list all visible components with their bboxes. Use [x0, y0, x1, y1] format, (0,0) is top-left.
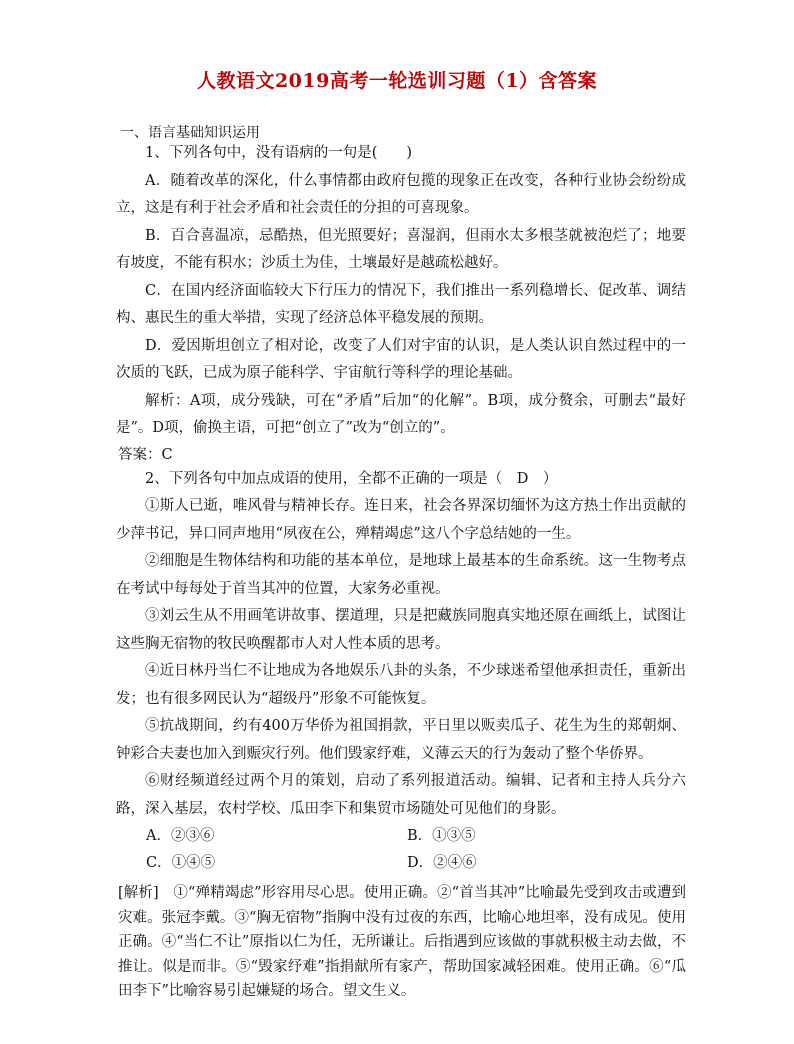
question-2-option-b: B．①③⑤: [407, 828, 476, 844]
question-1-option-c: C．在国内经济面临较大下行压力的情况下，我们推出一系列稳增长、促改革、调结构、惠民生的重大举措，实现了经济总体平稳发展的预期。: [116, 282, 686, 326]
question-1-analysis: 解析：A项，成分残缺，可在“矛盾”后加“的化解”。B项，成分赘余，可删去“最好是”。D项，偷换主语，可把“创立了”改为“创立的”。: [116, 392, 686, 436]
question-1-option-d: D．爱因斯坦创立了相对论，改变了人们对宇宙的认识，是人类认识自然过程中的一次质的飞跃，已成为原子能科学、宇宙航行等科学的理论基础。: [116, 337, 686, 381]
question-2-sentence-6: ⑥财经频道经过两个月的策划，启动了系列报道活动。编辑、记者和主持人兵分六路，深入基层，农村学校、瓜田李下和集贸市场随处可见他们的身影。: [116, 773, 686, 817]
question-2-sentence-4: ④近日林丹当仁不让地成为各地娱乐八卦的头条，不少球迷希望他承担责任，重新出发；也有很多网民认为“超级丹”形象不可能恢复。: [116, 663, 686, 707]
page-title: 人教语文2019高考一轮选训习题（1）含答案: [196, 70, 598, 92]
question-2-sentence-3: ③刘云生从不用画笔讲故事、摆道理，只是把藏族同胞真实地还原在画纸上，试图让这些胸无宿物的牧民唤醒都市人对人性本质的思考。: [116, 608, 686, 652]
question-2-sentence-5: ⑤抗战期间，约有400万华侨为祖国捐款，平日里以贩卖瓜子、花生为生的郑朝炯、钟彩合夫妻也加入到赈灾行列。他们毁家纾难，义薄云天的行为轰动了整个华侨界。: [116, 718, 686, 762]
question-2-option-c: C．①④⑤: [146, 855, 216, 871]
question-2-stem: 2、下列各句中加点成语的使用，全都不正确的一项是（ D ）: [145, 470, 558, 487]
question-2-sentence-1: ①斯人已逝，唯风骨与精神长存。连日来，社会各界深切缅怀为这方热土作出贡献的少萍书记，异口同声地用“夙夜在公，殚精竭虑”这八个字总结她的一生。: [116, 498, 686, 542]
question-1-option-a: A．随着改革的深化，什么事情都由政府包揽的现象正在改变，各种行业协会纷纷成立，这是有利于社会矛盾和社会责任的分担的可喜现象。: [116, 172, 686, 216]
question-1-answer: 答案：C: [118, 446, 173, 463]
content-body: [116, 140, 686, 1004]
section-heading: 一、语言基础知识运用: [120, 125, 260, 141]
question-2-option-d: D．②④⑥: [407, 855, 477, 871]
question-2-options: [116, 823, 686, 877]
question-2-option-a: A．②③⑥: [146, 828, 215, 844]
question-1-option-b: B．百合喜温凉，忌酷热，但光照要好；喜湿润，但雨水太多根茎就被泡烂了；地要有坡度，不能有积水；沙质土为佳，土壤最好是越疏松越好。: [116, 227, 686, 271]
question-2-sentence-2: ②细胞是生物体结构和功能的基本单位，是地球上最基本的生命系统。这一生物考点在考试中每每处于首当其冲的位置，大家务必重视。: [116, 553, 686, 597]
question-1-stem: 1、下列各句中，没有语病的一句是( ): [145, 145, 413, 161]
question-2-explanation: [解析] ①“殚精竭虑”形容用尽心思。使用正确。②“首当其冲”比喻最先受到攻击或遭到灾难。张冠李戴。③“胸无宿物”指胸中没有过夜的东西，比喻心地坦率，没有成见。使用正确。④“当仁不让”原指以仁为任，无所谦让。后指遇到应该做的事就积极主动去做，不推让。似是而非。⑤“毁家纾难”指捐献所有家产，帮助国家减轻困难。使用正确。⑥“瓜田李下”比喻容易引起嫌疑的场合。望文生义。: [118, 885, 686, 999]
